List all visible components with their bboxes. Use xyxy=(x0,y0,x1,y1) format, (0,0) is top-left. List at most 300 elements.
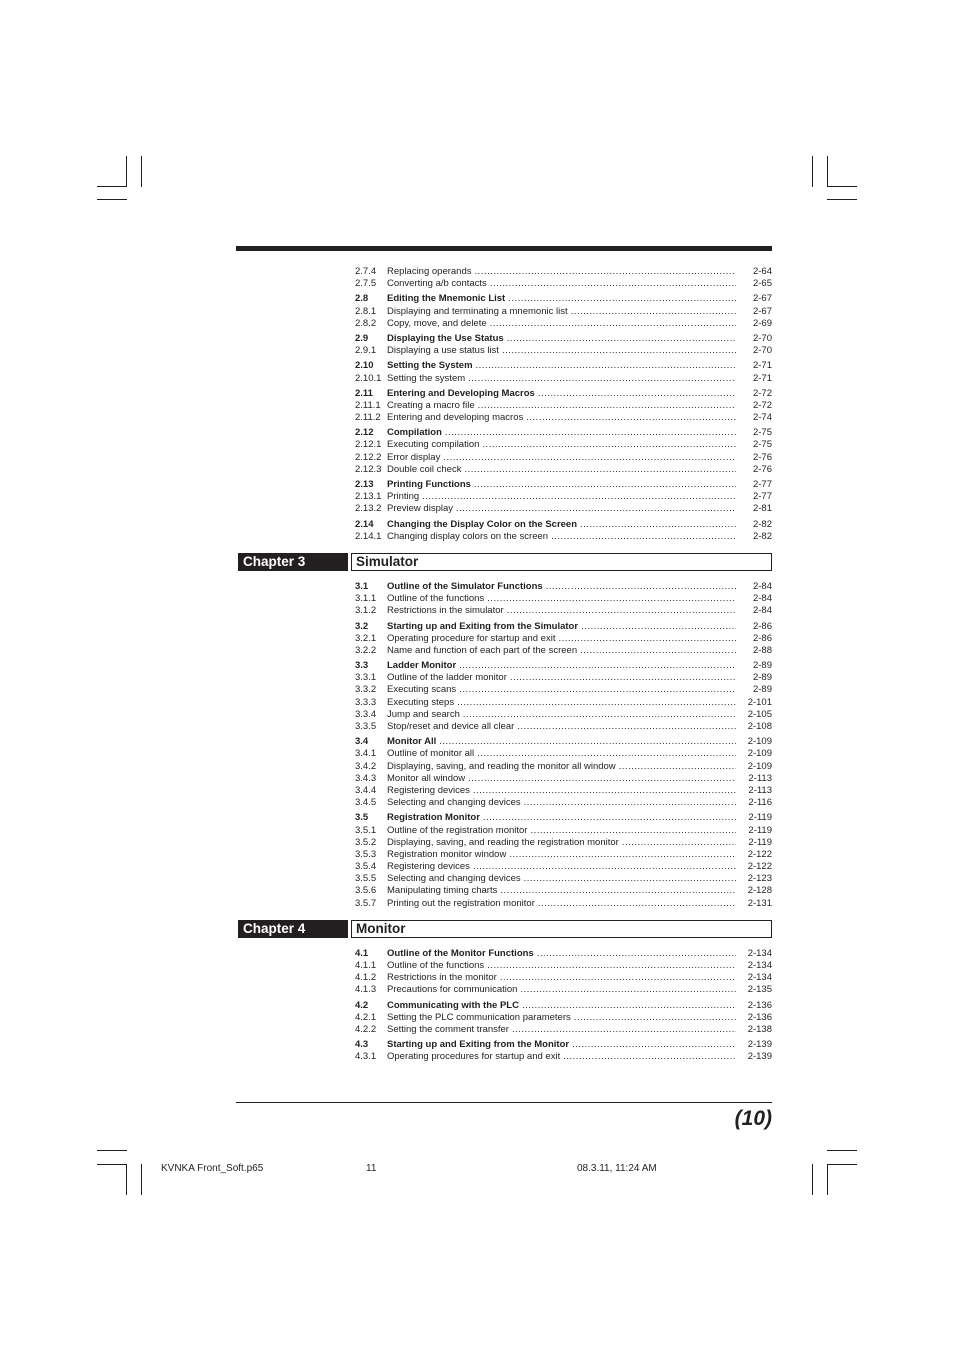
entry-page: 2-128 xyxy=(747,885,772,897)
entry-number: 3.4.1 xyxy=(355,748,377,760)
footer-file: KVNKA Front_Soft.p65 xyxy=(161,1163,264,1174)
entry-leader xyxy=(387,621,736,633)
toc-entry xyxy=(236,1000,772,1012)
chapter-title-box xyxy=(351,553,772,571)
entry-page: 2-89 xyxy=(752,660,772,672)
entry-number: 4.2.1 xyxy=(355,1011,377,1023)
entry-leader xyxy=(387,333,736,345)
entry-leader xyxy=(387,1024,736,1036)
toc-entry xyxy=(236,581,772,593)
entry-leader xyxy=(387,605,736,617)
entry-leader xyxy=(387,439,736,451)
toc-entry xyxy=(236,984,772,996)
entry-title: Replacing operands xyxy=(387,266,472,277)
entry-page: 2-74 xyxy=(752,412,772,424)
crop-mark xyxy=(812,1164,813,1195)
entry-title: Manipulating timing charts xyxy=(387,885,498,897)
entry-leader xyxy=(387,825,736,837)
entry-number: 3.5.5 xyxy=(355,873,377,885)
entry-number: 4.2.2 xyxy=(355,1023,377,1035)
dot-leader xyxy=(468,373,736,385)
dot-leader xyxy=(487,960,736,972)
entry-leader xyxy=(387,519,736,531)
entry-number: 3.4.4 xyxy=(355,784,377,796)
entry-leader xyxy=(387,645,736,657)
entry-number: 2.8 xyxy=(355,293,369,305)
entry-number: 2.10.1 xyxy=(355,372,382,384)
entry-leader xyxy=(387,593,736,605)
entry-title: Setting the comment transfer xyxy=(387,1023,509,1035)
entry-page: 2-67 xyxy=(752,293,772,305)
entry-page: 2-71 xyxy=(752,360,772,372)
entry-page: 2-77 xyxy=(752,491,772,503)
entry-title: Registering devices xyxy=(387,784,470,796)
entry-number: 3.2 xyxy=(355,620,369,632)
entry-page: 2-75 xyxy=(752,427,772,439)
dot-leader xyxy=(524,873,736,885)
entry-leader xyxy=(387,1012,736,1024)
entry-number: 3.5.1 xyxy=(355,824,377,836)
entry-page: 2-119 xyxy=(748,836,772,848)
entry-page: 2-72 xyxy=(752,399,772,411)
entry-leader xyxy=(387,452,736,464)
chapter-title: Monitor xyxy=(356,920,406,936)
entry-leader xyxy=(387,318,736,330)
entry-leader xyxy=(387,491,736,503)
entry-title: Displaying, saving, and reading the registration monitor xyxy=(387,836,619,848)
entry-page: 2-81 xyxy=(752,503,772,515)
entry-page: 2-76 xyxy=(752,463,772,475)
entry-number: 3.5.4 xyxy=(355,861,377,873)
dot-leader xyxy=(487,593,736,605)
dot-leader xyxy=(538,898,736,910)
entry-title: Changing the Display Color on the Screen xyxy=(387,518,578,530)
dot-leader xyxy=(502,345,736,357)
entry-page: 2-82 xyxy=(752,530,772,542)
entry-page: 2-116 xyxy=(748,797,772,809)
chapter-label: Chapter 4 xyxy=(238,920,348,938)
entry-number: 3.4 xyxy=(355,736,369,748)
entry-leader xyxy=(387,345,736,357)
toc-entry xyxy=(236,266,772,278)
entry-number: 3.4.5 xyxy=(355,797,377,809)
toc-entry xyxy=(236,293,772,305)
entry-number: 3.3.3 xyxy=(355,696,377,708)
entry-title: Displaying the Use Status xyxy=(387,332,504,344)
entry-page: 2-84 xyxy=(752,593,772,605)
entry-title: Outline of the functions xyxy=(387,960,485,971)
toc-entry xyxy=(236,452,772,464)
entry-leader xyxy=(387,479,736,491)
toc-entry xyxy=(236,278,772,290)
entry-leader xyxy=(387,360,736,372)
entry-leader xyxy=(387,812,736,824)
dot-leader xyxy=(445,427,736,439)
dot-leader xyxy=(510,672,736,684)
toc-entry xyxy=(236,736,772,748)
toc-entry xyxy=(236,1012,772,1024)
toc-entry xyxy=(236,593,772,605)
entry-page: 2-86 xyxy=(752,632,772,644)
entry-leader xyxy=(387,721,736,733)
entry-leader xyxy=(387,412,736,424)
toc-entry xyxy=(236,360,772,372)
entry-leader xyxy=(387,1000,736,1012)
toc-entry xyxy=(236,519,772,531)
dot-leader xyxy=(619,761,736,773)
entry-number: 3.5.7 xyxy=(355,897,377,909)
entry-page: 2-88 xyxy=(752,644,772,656)
entry-number: 4.1.3 xyxy=(355,984,377,996)
dot-leader xyxy=(474,479,736,491)
dot-leader xyxy=(459,684,736,696)
entry-leader xyxy=(387,464,736,476)
footer-sheet: 11 xyxy=(366,1163,377,1174)
entry-page: 2-113 xyxy=(748,772,772,784)
dot-leader xyxy=(478,400,736,412)
entry-title: Operating procedures for startup and exit xyxy=(387,1051,561,1063)
entry-title: Registration monitor window xyxy=(387,848,507,860)
entry-number: 3.2.2 xyxy=(355,644,377,656)
entry-page: 2-119 xyxy=(748,812,772,824)
crop-mark xyxy=(97,199,127,200)
entry-title: Selecting and changing devices xyxy=(387,873,521,885)
entry-number: 4.2 xyxy=(355,999,369,1011)
dot-leader xyxy=(574,1012,736,1024)
entry-leader xyxy=(387,873,736,885)
entry-title: Executing scans xyxy=(387,684,457,696)
toc-entry xyxy=(236,761,772,773)
dot-leader xyxy=(537,948,736,960)
entry-title: Executing compilation xyxy=(387,439,480,451)
entry-number: 2.13.1 xyxy=(355,491,382,503)
entry-leader xyxy=(387,373,736,385)
entry-leader xyxy=(387,972,736,984)
toc-entry xyxy=(236,709,772,721)
dot-leader xyxy=(551,531,736,543)
entry-page: 2-131 xyxy=(747,897,772,909)
toc-entry xyxy=(236,1051,772,1063)
entry-number: 2.11.1 xyxy=(355,399,381,411)
dot-leader xyxy=(524,797,736,809)
entry-title: Outline of the Monitor Functions xyxy=(387,947,534,959)
entry-title: Converting a/b contacts xyxy=(387,278,487,290)
crop-mark xyxy=(141,156,142,187)
entry-title: Registering devices xyxy=(387,861,470,873)
entry-number: 2.10 xyxy=(355,360,374,372)
entry-leader xyxy=(387,697,736,709)
toc-entry xyxy=(236,672,772,684)
entry-title: Name and function of each part of the screen xyxy=(387,644,578,656)
toc-entry xyxy=(236,318,772,330)
entry-title: Ladder Monitor xyxy=(387,660,457,672)
entry-title: Compilation xyxy=(387,427,442,439)
entry-title: Outline of the ladder monitor xyxy=(387,672,507,684)
entry-leader xyxy=(387,861,736,873)
crop-mark xyxy=(827,186,857,187)
entry-leader xyxy=(387,837,736,849)
chapter-title: Simulator xyxy=(356,553,419,569)
entry-number: 3.1.2 xyxy=(355,605,377,617)
entry-leader xyxy=(387,761,736,773)
entry-leader xyxy=(387,984,736,996)
toc-entry xyxy=(236,633,772,645)
entry-title: Monitor all window xyxy=(387,772,466,784)
entry-page: 2-65 xyxy=(752,278,772,290)
dot-leader xyxy=(439,736,736,748)
entry-number: 3.5 xyxy=(355,812,369,824)
entry-page: 2-108 xyxy=(747,721,772,732)
entry-title: Monitor All xyxy=(387,736,437,748)
entry-page: 2-77 xyxy=(752,479,772,490)
toc-entry xyxy=(236,1024,772,1036)
entry-title: Setting the system xyxy=(387,372,466,384)
toc-entry xyxy=(236,825,772,837)
crop-mark xyxy=(141,1164,142,1195)
entry-number: 2.9.1 xyxy=(355,345,377,357)
entry-page: 2-71 xyxy=(752,372,772,384)
toc-entry xyxy=(236,785,772,797)
chapter-label: Chapter 3 xyxy=(238,553,348,571)
entry-number: 2.9 xyxy=(355,332,369,344)
entry-title: Jump and search xyxy=(387,708,460,720)
dot-leader xyxy=(473,861,736,873)
crop-mark xyxy=(827,156,828,187)
entry-leader xyxy=(387,785,736,797)
entry-title: Setting the PLC communication parameters xyxy=(387,1011,571,1023)
toc-entry xyxy=(236,748,772,760)
toc-entry xyxy=(236,503,772,515)
toc-entry xyxy=(236,491,772,503)
entry-page: 2-122 xyxy=(747,861,772,873)
dot-leader xyxy=(571,306,736,318)
entry-title: Printing xyxy=(387,491,420,503)
crop-mark xyxy=(97,1150,127,1151)
entry-number: 3.4.3 xyxy=(355,772,377,784)
entry-leader xyxy=(387,293,736,305)
entry-number: 2.12.2 xyxy=(355,451,382,463)
crop-mark xyxy=(97,1164,127,1165)
entry-leader xyxy=(387,400,736,412)
entry-number: 3.2.1 xyxy=(355,632,377,644)
entry-number: 2.13.2 xyxy=(355,503,382,515)
entry-page: 2-122 xyxy=(747,848,772,860)
entry-page: 2-89 xyxy=(752,672,772,684)
entry-title: Changing display colors on the screen xyxy=(387,530,549,542)
dot-leader xyxy=(580,519,736,531)
entry-title: Printing out the registration monitor xyxy=(387,897,535,909)
entry-number: 3.4.2 xyxy=(355,760,377,772)
entry-page: 2-70 xyxy=(752,345,772,357)
crop-mark xyxy=(827,1164,857,1165)
page-number: (10) xyxy=(734,1107,772,1130)
dot-leader xyxy=(517,721,736,733)
toc-entry xyxy=(236,873,772,885)
crop-mark xyxy=(812,156,813,187)
dot-leader xyxy=(443,452,736,464)
crop-mark xyxy=(126,1164,127,1195)
chapter-title-box xyxy=(351,920,772,938)
bottom-rule xyxy=(236,1102,772,1103)
dot-leader xyxy=(581,621,736,633)
dot-leader xyxy=(456,503,736,515)
entry-leader xyxy=(387,849,736,861)
entry-page: 2-135 xyxy=(747,984,772,996)
entry-title: Setting the System xyxy=(387,360,473,372)
entry-title: Outline of monitor all xyxy=(387,748,475,760)
entry-page: 2-134 xyxy=(747,972,772,984)
entry-number: 2.11.2 xyxy=(355,412,381,424)
toc-entry xyxy=(236,660,772,672)
entry-number: 3.3.2 xyxy=(355,684,377,696)
entry-leader xyxy=(387,278,736,290)
entry-leader xyxy=(387,885,736,897)
toc-entry xyxy=(236,898,772,910)
toc-entry xyxy=(236,479,772,491)
entry-number: 2.8.1 xyxy=(355,305,377,317)
entry-number: 4.1.1 xyxy=(355,960,377,971)
entry-page: 2-86 xyxy=(752,620,772,632)
entry-number: 4.1 xyxy=(355,947,369,959)
dot-leader xyxy=(490,318,736,330)
entry-number: 4.3.1 xyxy=(355,1051,377,1063)
chapter-heading xyxy=(236,920,772,938)
entry-page: 2-69 xyxy=(752,317,772,329)
entry-page: 2-89 xyxy=(752,684,772,696)
toc-entry xyxy=(236,531,772,543)
entry-title: Executing steps xyxy=(387,696,455,708)
entry-page: 2-75 xyxy=(752,439,772,451)
entry-page: 2-119 xyxy=(748,824,772,836)
entry-title: Outline of the functions xyxy=(387,593,485,605)
toc-entry xyxy=(236,605,772,617)
entry-leader xyxy=(387,503,736,515)
toc-entry xyxy=(236,948,772,960)
entry-title: Displaying a use status list xyxy=(387,345,499,357)
entry-number: 2.13 xyxy=(355,479,374,490)
entry-title: Error display xyxy=(387,451,441,463)
entry-number: 2.12 xyxy=(355,427,374,439)
entry-title: Stop/reset and device all clear xyxy=(387,721,515,732)
entry-leader xyxy=(387,709,736,721)
top-rule xyxy=(236,246,772,251)
entry-title: Entering and developing macros xyxy=(387,412,524,424)
entry-title: Displaying and terminating a mnemonic list xyxy=(387,305,568,317)
entry-leader xyxy=(387,660,736,672)
dot-leader xyxy=(538,388,736,400)
entry-page: 2-139 xyxy=(747,1039,772,1051)
dot-leader xyxy=(546,581,736,593)
dot-leader xyxy=(520,984,736,996)
entry-page: 2-105 xyxy=(747,708,772,720)
entry-page: 2-84 xyxy=(752,605,772,617)
entry-title: Restrictions in the monitor xyxy=(387,972,497,984)
toc-entry xyxy=(236,621,772,633)
entry-page: 2-136 xyxy=(747,1011,772,1023)
entry-leader xyxy=(387,684,736,696)
toc-entry xyxy=(236,812,772,824)
toc-entry xyxy=(236,697,772,709)
dot-leader xyxy=(477,748,736,760)
dot-leader xyxy=(580,645,736,657)
toc-entry xyxy=(236,439,772,451)
toc-entry xyxy=(236,388,772,400)
entry-page: 2-123 xyxy=(747,873,772,885)
entry-title: Copy, move, and delete xyxy=(387,317,487,329)
entry-leader xyxy=(387,633,736,645)
entry-number: 3.3 xyxy=(355,660,369,672)
dot-leader xyxy=(509,849,736,861)
entry-page: 2-84 xyxy=(752,580,772,592)
toc-entry xyxy=(236,797,772,809)
table-of-contents xyxy=(236,266,772,1064)
entry-number: 3.5.2 xyxy=(355,836,377,848)
entry-number: 2.12.3 xyxy=(355,463,382,475)
entry-page: 2-67 xyxy=(752,305,772,317)
entry-page: 2-139 xyxy=(747,1051,772,1063)
toc-entry xyxy=(236,645,772,657)
toc-entry xyxy=(236,373,772,385)
toc-entry xyxy=(236,885,772,897)
dot-leader xyxy=(500,885,736,897)
dot-leader xyxy=(463,709,736,721)
toc-entry xyxy=(236,849,772,861)
entry-title: Double coil check xyxy=(387,463,462,475)
entry-leader xyxy=(387,960,736,972)
entry-page: 2-70 xyxy=(752,332,772,344)
dot-leader xyxy=(483,812,736,824)
entry-leader xyxy=(387,427,736,439)
dot-leader xyxy=(459,660,736,672)
crop-mark xyxy=(97,186,127,187)
dot-leader xyxy=(507,333,736,345)
entry-leader xyxy=(387,748,736,760)
entry-leader xyxy=(387,672,736,684)
toc-entry xyxy=(236,861,772,873)
entry-title: Precautions for communication xyxy=(387,984,518,996)
entry-leader xyxy=(387,948,736,960)
entry-title: Restrictions in the simulator xyxy=(387,605,504,617)
entry-leader xyxy=(387,773,736,785)
crop-mark xyxy=(827,1150,857,1151)
entry-number: 4.3 xyxy=(355,1039,369,1051)
toc-entry xyxy=(236,345,772,357)
crop-mark xyxy=(126,156,127,187)
dot-leader xyxy=(476,360,736,372)
footer-date: 08.3.11, 11:24 AM xyxy=(577,1163,657,1174)
dot-leader xyxy=(512,1024,736,1036)
dot-leader xyxy=(490,278,736,290)
entry-leader xyxy=(387,736,736,748)
entry-number: 2.8.2 xyxy=(355,317,377,329)
toc-entry xyxy=(236,427,772,439)
entry-title: Registration Monitor xyxy=(387,812,480,824)
dot-leader xyxy=(507,605,736,617)
dot-leader xyxy=(475,266,736,278)
toc-entry xyxy=(236,960,772,972)
entry-page: 2-76 xyxy=(752,451,772,463)
toc-entry xyxy=(236,412,772,424)
entry-number: 2.14 xyxy=(355,518,374,530)
toc-entry xyxy=(236,773,772,785)
crop-mark xyxy=(827,199,857,200)
entry-number: 2.14.1 xyxy=(355,530,382,542)
entry-leader xyxy=(387,388,736,400)
entry-number: 4.1.2 xyxy=(355,972,377,984)
entry-number: 3.5.3 xyxy=(355,848,377,860)
entry-number: 2.7.4 xyxy=(355,266,377,277)
dot-leader xyxy=(622,837,736,849)
